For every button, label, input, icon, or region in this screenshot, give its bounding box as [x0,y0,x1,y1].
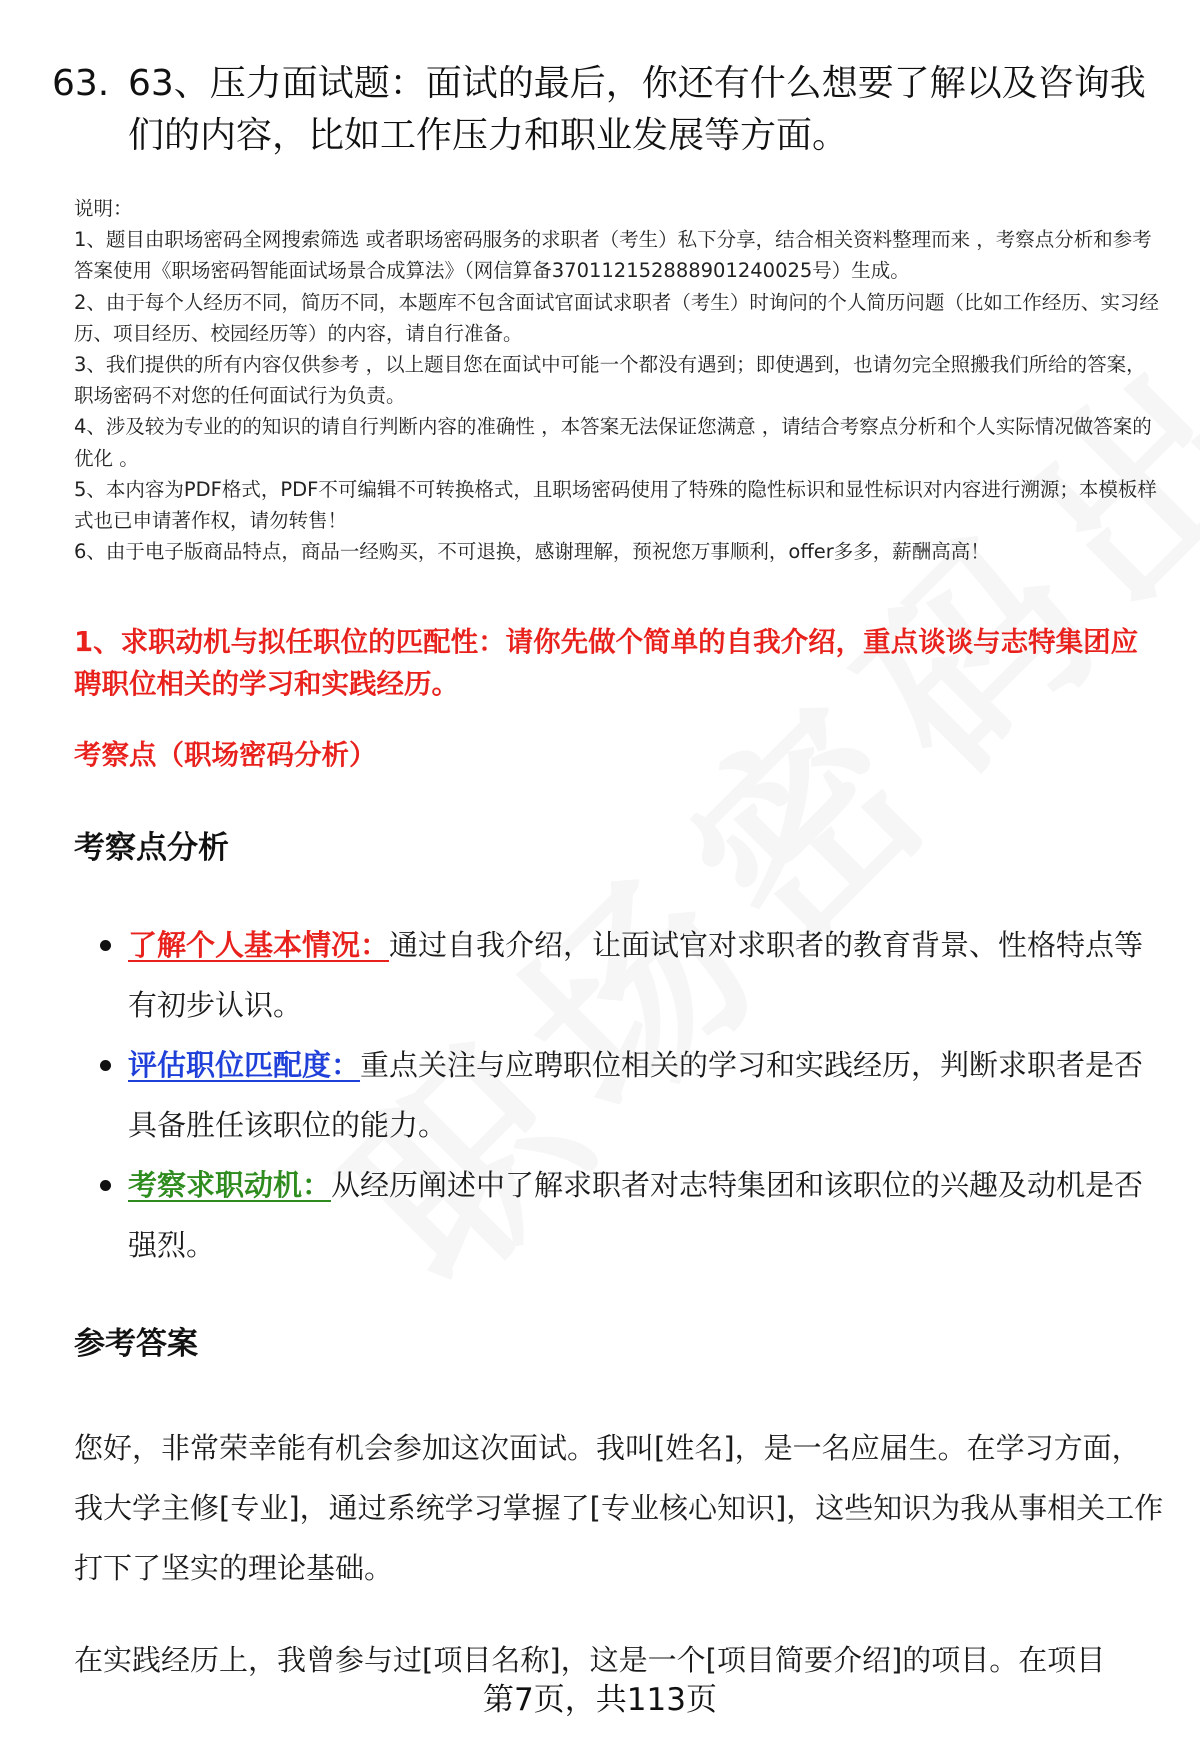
page-footer: 第7页，共113页 [483,1682,717,1718]
analysis-source-heading: 考察点（职场密码分析） [74,739,377,771]
point-key: 评估职位匹配度： [128,1048,361,1082]
question-text: 63、压力面试题：面试的最后，你还有什么想要了解以及咨询我们的内容，比如工作压力和职业发展等方面。 [128,63,1146,156]
notes-block [74,193,1164,567]
answer-heading: 参考答案 [74,1326,198,1362]
answer-paragraph: 您好，非常荣幸能有机会参加这次面试。我叫[姓名]，是一名应届生。在学习方面，我大学主修[专业]，通过系统学习掌握了[专业核心知识]，这些知识为我从事相关工作打下了坚实的理论基础。 [74,1431,1164,1585]
question-title [52,58,1162,162]
list-item [74,1155,1164,1275]
point-text: 重点关注与应聘职位相关的学习和实践经历，判断求职者是否具备胜任该职位的能力。 [128,1048,1144,1142]
note-item: 4、涉及较为专业的的知识的请自行判断内容的准确性 ，本答案无法保证您满意 ，请结合考察点分析和个人实际情况做答案的优化 。 [74,415,1152,470]
bullet-icon [100,1180,111,1191]
note-item: 3、我们提供的所有内容仅供参考 ，以上题目您在面试中可能一个都没有遇到；即使遇到，也请勿完全照搬我们所给的答案，职场密码不对您的任何面试行为负责。 [74,353,1146,408]
note-item: 5、本内容为PDF格式，PDF不可编辑不可转换格式，且职场密码使用了特殊的隐性标识和显性标识对内容进行溯源；本模板样式也已申请著作权，请勿转售！ [74,477,1157,533]
list-item [74,1035,1164,1155]
notes-heading: 说明： [74,197,133,220]
sub-question: 1、求职动机与拟任职位的匹配性：请你先做个简单的自我介绍，重点谈谈与志特集团应聘职位相关的学习和实践经历。 [74,626,1139,700]
note-item: 6、由于电子版商品特点，商品一经购买，不可退换，感谢理解，预祝您万事顺利，offer多多，薪酬高高！ [74,540,990,564]
note-item: 1、题目由职场密码全网搜索筛选 或者职场密码服务的求职者（考生）私下分享，结合相关资料整理而来 ，考察点分析和参考答案使用《职场密码智能面试场景合成算法》（网信算备370112152888901240025号）生成。 [74,228,1152,283]
bullet-icon [100,1060,111,1071]
bullet-icon [100,940,111,951]
point-text: 通过自我介绍，让面试官对求职者的教育背景、性格特点等有初步认识。 [128,928,1144,1022]
point-key: 了解个人基本情况： [128,928,390,962]
list-item [74,915,1164,1035]
analysis-list [74,915,1164,1275]
question-number: 63. [52,63,110,104]
analysis-heading: 考察点分析 [74,830,229,866]
note-item: 2、由于每个人经历不同，简历不同，本题库不包含面试官面试求职者（考生）时询问的个人简历问题（比如工作经历、实习经历、项目经历、校园经历等）的内容，请自行准备。 [74,290,1159,345]
answer-body [74,1418,1164,1722]
point-key: 考察求职动机： [128,1168,332,1202]
answer-paragraph: 在实践经历上，我曾参与过[项目名称]，这是一个[项目简要介绍]的项目。在项目 [74,1643,1106,1677]
point-text: 从经历阐述中了解求职者对志特集团和该职位的兴趣及动机是否强烈。 [128,1168,1144,1262]
